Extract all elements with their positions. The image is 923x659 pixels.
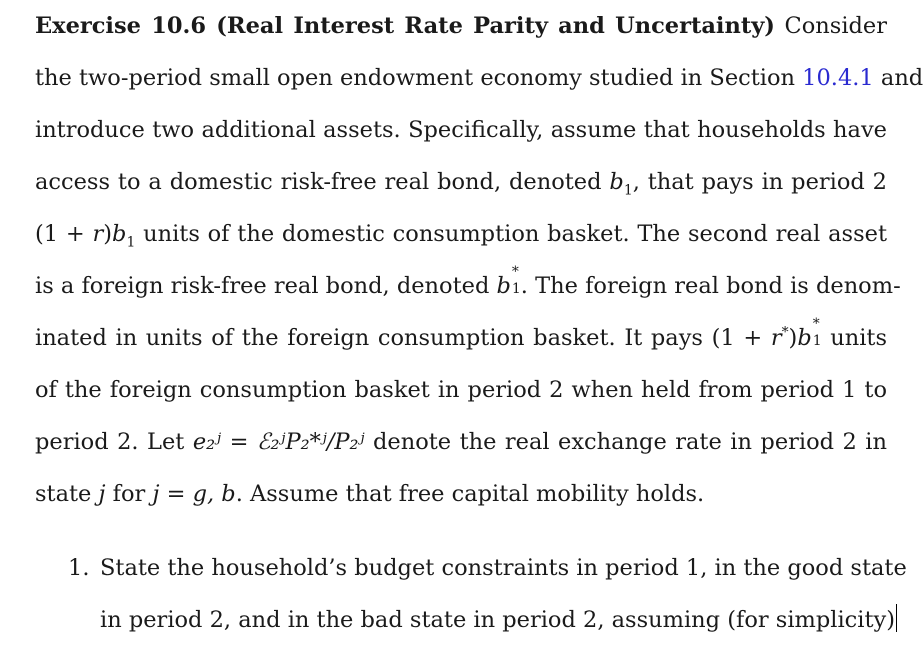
math-expression: j = g, b — [152, 481, 236, 507]
text-run: inated in units of the foreign consumption basket. It pays (1 + — [35, 325, 771, 351]
text-line — [35, 364, 887, 416]
text-run: (1 + — [35, 221, 93, 247]
math-symbol: r — [92, 221, 104, 247]
exercise-paragraph — [35, 0, 923, 520]
text-line — [100, 594, 895, 646]
text-line — [35, 156, 887, 208]
math-subscript: 1 — [812, 332, 822, 349]
text-run: ) — [788, 325, 798, 351]
text-cursor — [896, 604, 897, 632]
math-symbol: r — [770, 325, 782, 351]
math-symbol: b — [496, 273, 511, 299]
text-run: the two-period small open endowment economy studied in Section — [35, 65, 803, 91]
math-symbol: b — [112, 221, 127, 247]
text-line: State the household’s budget constraints in period 1, in the good state — [100, 555, 907, 581]
text-line — [35, 0, 887, 52]
text-run: is a foreign risk-free real bond, denoted — [35, 273, 497, 299]
text-run: for — [105, 481, 153, 507]
text-line — [35, 416, 887, 468]
exchange-rate-formula: e₂ʲ = ℰ₂ʲP₂*ʲ/P₂ʲ — [192, 429, 365, 455]
text-run: of the foreign consumption basket in period 2 when held from period 1 to — [35, 377, 887, 403]
math-superscript: * — [781, 324, 789, 341]
text-run: units of the domestic consumption basket. The second real asset — [135, 221, 887, 247]
math-symbol: b — [797, 325, 812, 351]
math-subscript: 1 — [623, 182, 633, 199]
text-run: in period 2, and in the bad state in period 2, assuming (for simplicity) — [100, 607, 895, 633]
math-superscript: * — [812, 316, 820, 333]
text-run: Consider — [784, 13, 887, 39]
text-run: introduce two additional assets. Specifically, assume that households have — [35, 117, 887, 143]
math-subscript: 1 — [511, 280, 521, 297]
text-line — [35, 104, 887, 156]
math-scripts — [511, 264, 521, 301]
text-line — [35, 260, 901, 312]
text-run: ) — [103, 221, 113, 247]
math-subscript: 1 — [126, 234, 136, 251]
text-run: . The foreign real bond is denom- — [520, 273, 901, 299]
list-item-number: 1. — [68, 555, 90, 581]
math-symbol: j — [98, 481, 106, 507]
text-run: units — [821, 325, 888, 351]
text-run: . Assume that free capital mobility holds. — [235, 481, 705, 507]
exercise-heading: Exercise 10.6 (Real Interest Rate Parity and Uncertainty) — [35, 13, 775, 39]
math-symbol: b — [609, 169, 624, 195]
text-run: access to a domestic risk-free real bond, denoted — [35, 169, 610, 195]
math-scripts — [812, 316, 822, 353]
text-run: state — [35, 481, 99, 507]
text-run: denote the real exchange rate in period 2 in — [364, 429, 887, 455]
text-run: period 2. Let — [35, 429, 193, 455]
math-superscript: * — [511, 264, 519, 281]
section-link[interactable]: 10.4.1 — [802, 65, 874, 91]
text-line — [35, 468, 887, 520]
text-line — [35, 52, 923, 104]
text-line — [35, 208, 887, 260]
text-line — [35, 312, 887, 364]
list-item-body — [100, 542, 907, 646]
text-run: , that pays in period 2 — [632, 169, 887, 195]
text-run: and — [873, 65, 923, 91]
